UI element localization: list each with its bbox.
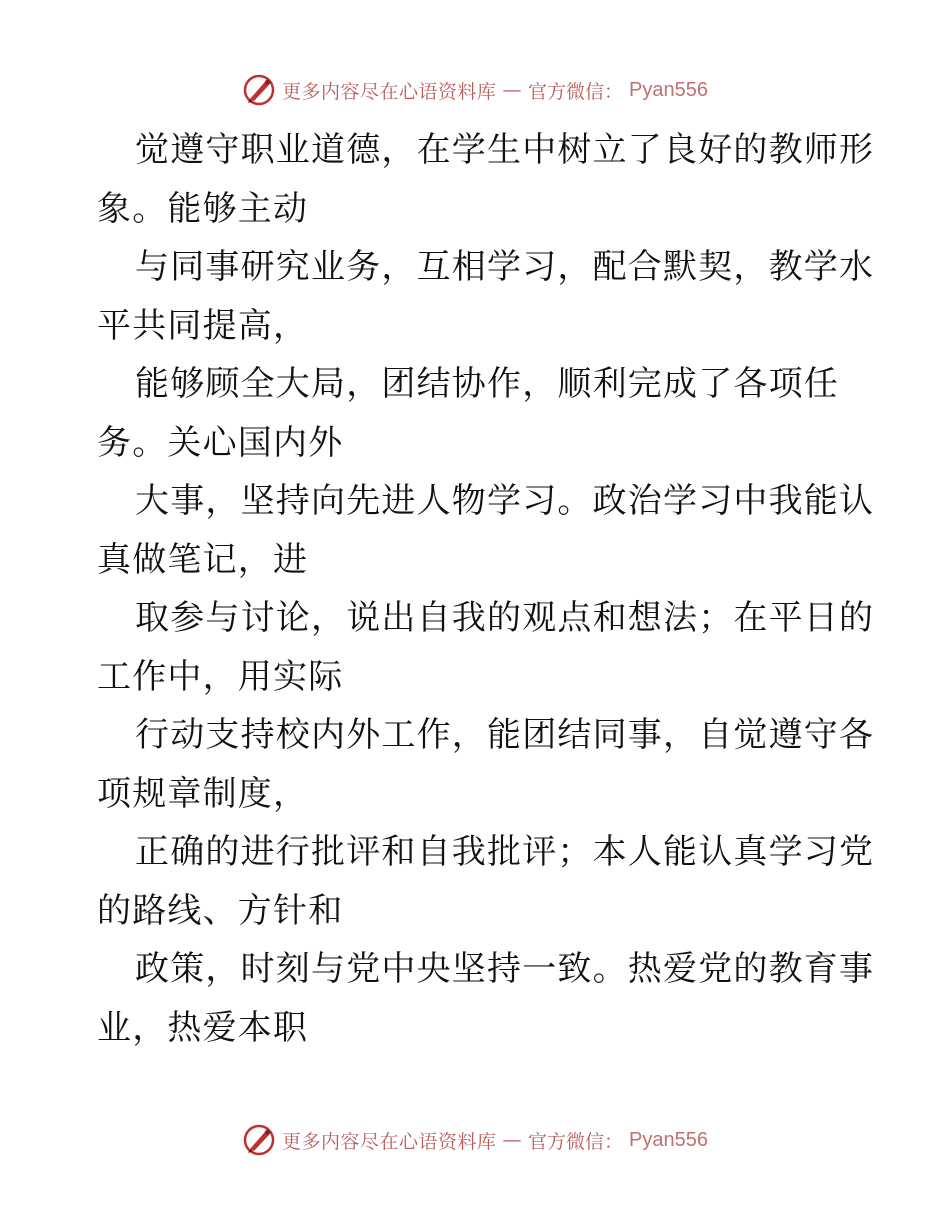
watermark-separator: —: [502, 1129, 523, 1151]
watermark-text: 更多内容尽在心语资料库: [282, 80, 497, 103]
body-line: 象。能够主动: [97, 188, 309, 229]
body-line: 大事，坚持向先进人物学习。政治学习中我能认: [135, 481, 875, 521]
body-line: 业，热爱本职: [97, 1007, 309, 1048]
document-body: [97, 121, 875, 1057]
wechat-label: 官方微信：: [528, 80, 624, 103]
body-line: 觉遵守职业道德，在学生中树立了良好的教师形: [135, 130, 875, 170]
body-line: 正确的进行批评和自我批评；本人能认真学习党: [135, 832, 875, 872]
body-line: 政策，时刻与党中央坚持一致。热爱党的教育事: [135, 949, 875, 989]
body-line: 工作中，用实际: [97, 656, 344, 697]
body-line: 项规章制度，: [97, 773, 309, 814]
body-line: 务。关心国内外: [97, 422, 344, 463]
wechat-id: Pyan556: [629, 78, 708, 101]
body-line: 的路线、方针和: [97, 890, 344, 931]
header-watermark-banner: [0, 70, 950, 110]
body-line: 行动支持校内外工作，能团结同事，自觉遵守各: [135, 715, 875, 755]
body-line: 真做笔记，进: [97, 539, 309, 580]
pen-logo-icon: [242, 73, 276, 107]
body-line: 与同事研究业务，互相学习，配合默契，教学水: [135, 247, 875, 287]
body-line: 平共同提高，: [97, 305, 309, 346]
pen-logo-icon: [242, 1123, 276, 1157]
watermark-text: 更多内容尽在心语资料库: [282, 1130, 497, 1153]
footer-watermark-banner: [0, 1120, 950, 1160]
wechat-label: 官方微信：: [528, 1130, 624, 1153]
body-line: 能够顾全大局，团结协作，顺利完成了各项任: [135, 364, 839, 404]
body-line: 取参与讨论，说出自我的观点和想法；在平日的: [135, 598, 875, 638]
watermark-separator: —: [502, 79, 523, 101]
wechat-id: Pyan556: [629, 1128, 708, 1151]
